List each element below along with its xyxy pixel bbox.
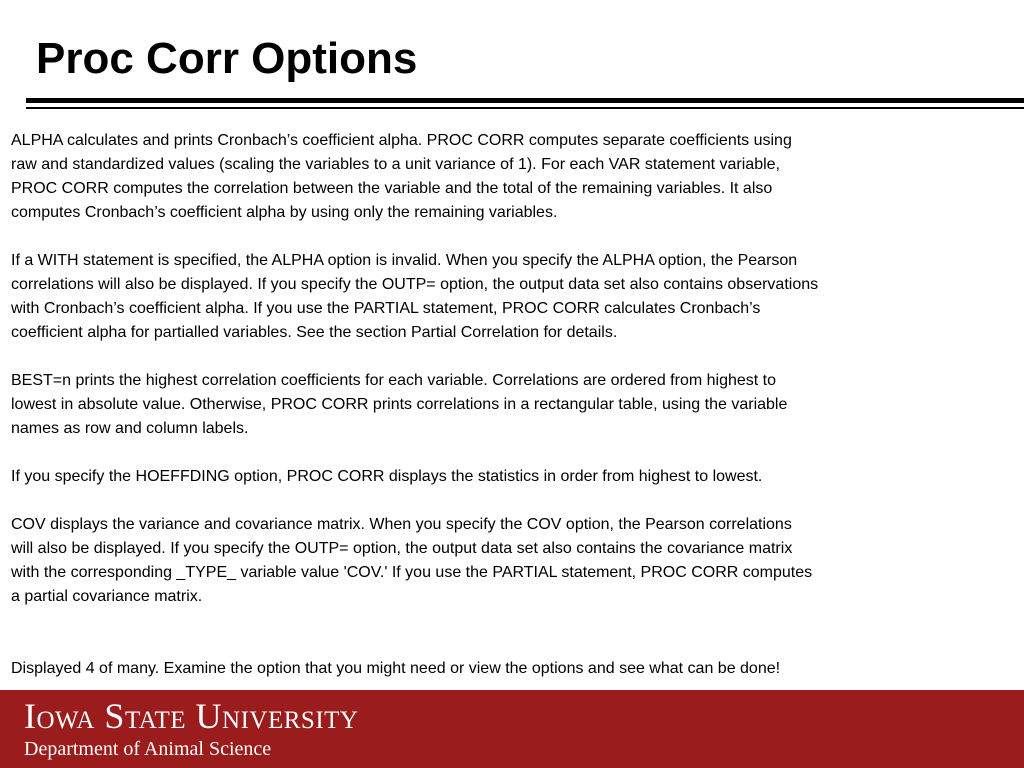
slide-body — [11, 129, 1019, 681]
slide-title: Proc Corr Options — [36, 34, 418, 83]
footer-banner — [0, 690, 1024, 768]
paragraph-alpha-notes: If a WITH statement is specified, the ALPHA option is invalid. When you specify the ALPHA option, the Pearson correlations will also be displayed. If you specify the OUTP= option, the output data set also contains observations with Cronbach’s coefficient alpha. If you use the PARTIAL statement, PROC CORR calculates Cronbach’s coefficient alpha for partialled variables. See the section Partial Correlation for details. — [11, 252, 819, 341]
paragraph-best-option: BEST=n prints the highest correlation coefficients for each variable. Correlations are ordered from highest to lowest in absolute value. Otherwise, PROC CORR prints correlations in a rectangular table, using the variable names as row and column labels. — [11, 372, 788, 437]
department-name: Department of Animal Science — [24, 738, 272, 760]
paragraph-hoeffding-note: If you specify the HOEFFDING option, PROC CORR displays the statistics in order from highest to lowest. — [11, 468, 763, 485]
paragraph-cov-option: COV displays the variance and covariance matrix. When you specify the COV option, the Pearson correlations will also be displayed. If you specify the OUTP= option, the output data set also contains the covariance matrix with the corresponding _TYPE_ variable value 'COV.' If you use the PARTIAL statement, PROC CORR computes a partial covariance matrix. — [11, 516, 813, 605]
title-divider-thin — [26, 107, 1024, 109]
title-divider-thick — [26, 98, 1024, 103]
university-wordmark: Iowa State University — [24, 696, 359, 736]
paragraph-alpha-option: ALPHA calculates and prints Cronbach’s coefficient alpha. PROC CORR computes separate coefficients using raw and standardized values (scaling the variables to a unit variance of 1). For each VAR statement variable, PROC CORR computes the correlation between the variable and the total of the remaining variables. It also computes Cronbach’s coefficient alpha by using only the remaining variables. — [11, 132, 792, 221]
paragraph-closing-note: Displayed 4 of many. Examine the option that you might need or view the options and see what can be done! — [11, 660, 781, 677]
